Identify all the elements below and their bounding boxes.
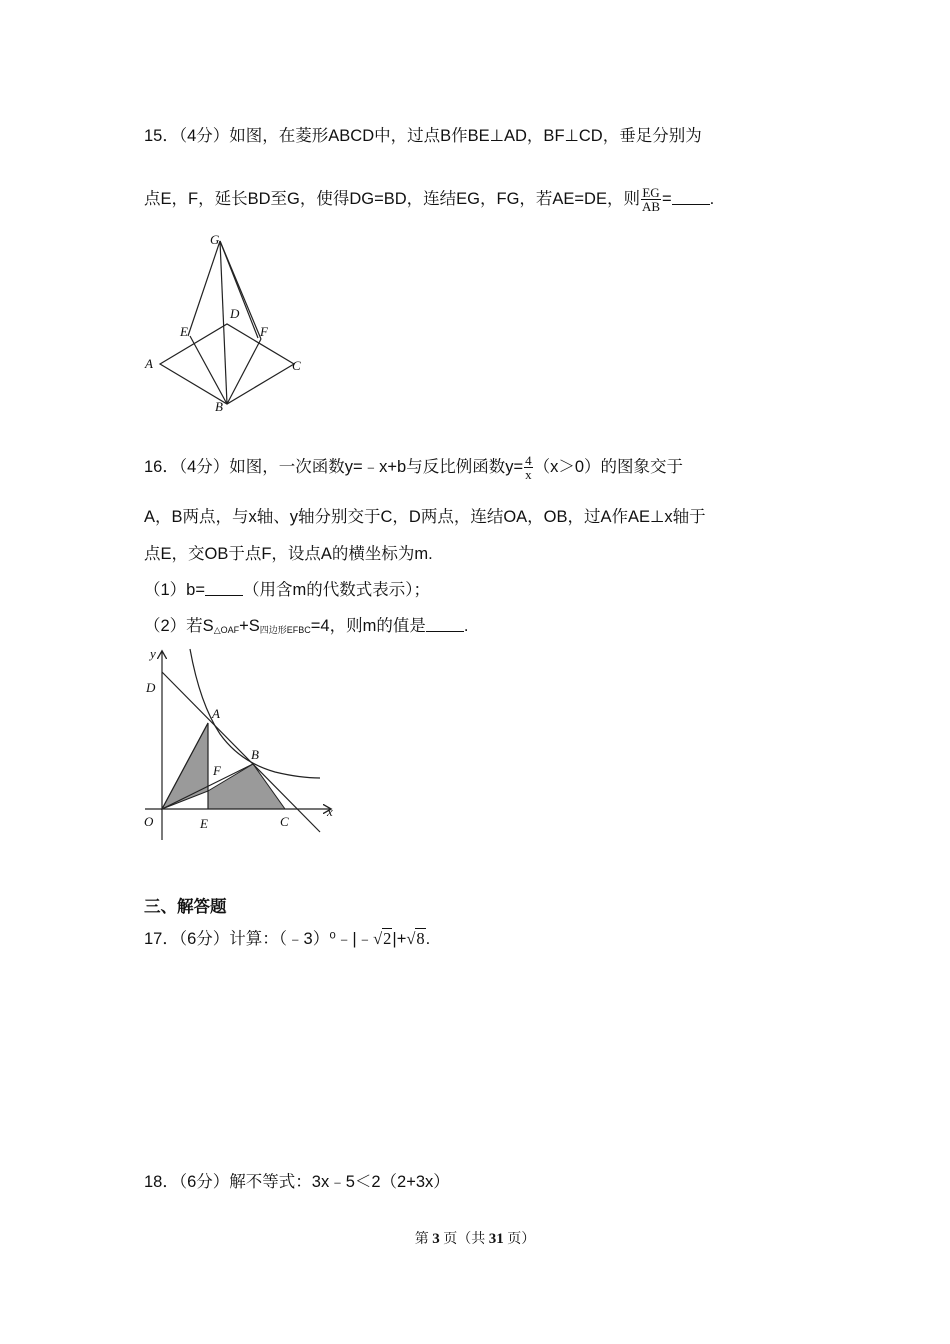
footer-post: 页） — [503, 1232, 536, 1247]
q15-equals: = — [662, 189, 672, 208]
q16-part2-pre: （2）若S — [144, 617, 214, 635]
q16-part1-blank — [205, 581, 243, 596]
section-heading: 三、解答题 — [144, 898, 227, 916]
footer-pre: 第 — [414, 1232, 433, 1247]
q17-sqrt2-radicand: 8 — [416, 929, 425, 948]
label-a: A — [145, 356, 153, 371]
q17-line — [144, 927, 430, 951]
q15-fraction — [641, 186, 661, 213]
q16-part2-mid: +S — [239, 617, 260, 635]
footer-total-pages: 31 — [488, 1231, 504, 1247]
label-a: A — [212, 706, 220, 721]
q16-fraction — [524, 454, 533, 481]
label-g: G — [210, 232, 220, 247]
q16-part2-sub2: 四边形EFBC — [259, 625, 311, 635]
label-b: B — [251, 747, 259, 762]
q15-answer-blank — [672, 190, 710, 205]
label-o: O — [144, 814, 154, 829]
q16-part2-post: =4，则m的值是 — [310, 617, 426, 635]
footer-page-number: 3 — [432, 1231, 440, 1247]
q15-line2-text: 点E，F，延长BD至G，使得DG=BD，连结EG，FG，若AE=DE，则 — [144, 189, 640, 208]
q16-function-figure — [140, 644, 345, 844]
q16-fraction-denominator: x — [525, 467, 532, 482]
q15-period: . — [709, 189, 715, 208]
label-e: E — [200, 816, 208, 831]
q17-text-end: . — [425, 930, 431, 948]
segment-be — [190, 336, 227, 404]
q17-text-pre: 17．（6分）计算：（﹣3）⁰﹣|﹣ — [144, 930, 374, 948]
label-f: F — [213, 763, 221, 778]
label-d: D — [146, 680, 156, 695]
q16-line2: A，B两点，与x轴、y轴分别交于C，D两点，连结OA，OB，过A作AE⊥x轴于 — [144, 508, 706, 526]
q16-part1-post: （用含m的代数式表示）； — [243, 581, 430, 599]
q16-line3: 点E，交OB于点F，设点A的横坐标为m. — [144, 545, 433, 563]
label-c: C — [292, 358, 301, 373]
q16-part2-sub1: △OAF — [213, 625, 240, 635]
page-footer — [0, 1228, 950, 1248]
q16-part1 — [144, 578, 430, 602]
q16-part1-pre: （1）b= — [144, 581, 205, 599]
label-c: C — [280, 814, 289, 829]
label-x: x — [327, 804, 333, 819]
label-f: F — [260, 324, 268, 339]
segment-gb — [220, 241, 227, 404]
footer-mid: 页（共 — [439, 1232, 489, 1247]
q16-fraction-numerator: 4 — [525, 453, 532, 468]
q16-part2-end: . — [463, 617, 469, 635]
q15-rhombus-figure — [140, 228, 315, 418]
q16-line1-text: 16．（4分）如图，一次函数y=﹣x+b与反比例函数y= — [144, 457, 524, 476]
q15-fraction-denominator: AB — [641, 199, 661, 214]
q15-line1: 15．（4分）如图，在菱形ABCD中，过点B作BE⊥AD，BF⊥CD，垂足分别为 — [144, 127, 702, 145]
q17-sqrt2: √8 — [406, 929, 425, 948]
q17-sqrt1: √2 — [373, 929, 392, 948]
q16-line1-tail: （x＞0）的图象交于 — [533, 457, 684, 476]
q18-line: 18．（6分）解不等式：3x﹣5＜2（2+3x） — [144, 1173, 450, 1191]
label-d: D — [230, 306, 240, 321]
q16-part2-blank — [426, 617, 464, 632]
q16-part2 — [144, 614, 468, 642]
q17-text-mid: |+ — [392, 930, 407, 948]
q15-fraction-numerator: EG — [642, 185, 660, 200]
segment-gf-outer — [220, 241, 258, 338]
label-y: y — [150, 646, 156, 661]
q17-sqrt1-radicand: 2 — [383, 929, 392, 948]
q15-line2 — [144, 186, 714, 213]
label-b: B — [215, 399, 223, 414]
segment-ge — [188, 241, 220, 336]
label-e: E — [180, 324, 188, 339]
q16-line1 — [144, 454, 683, 481]
